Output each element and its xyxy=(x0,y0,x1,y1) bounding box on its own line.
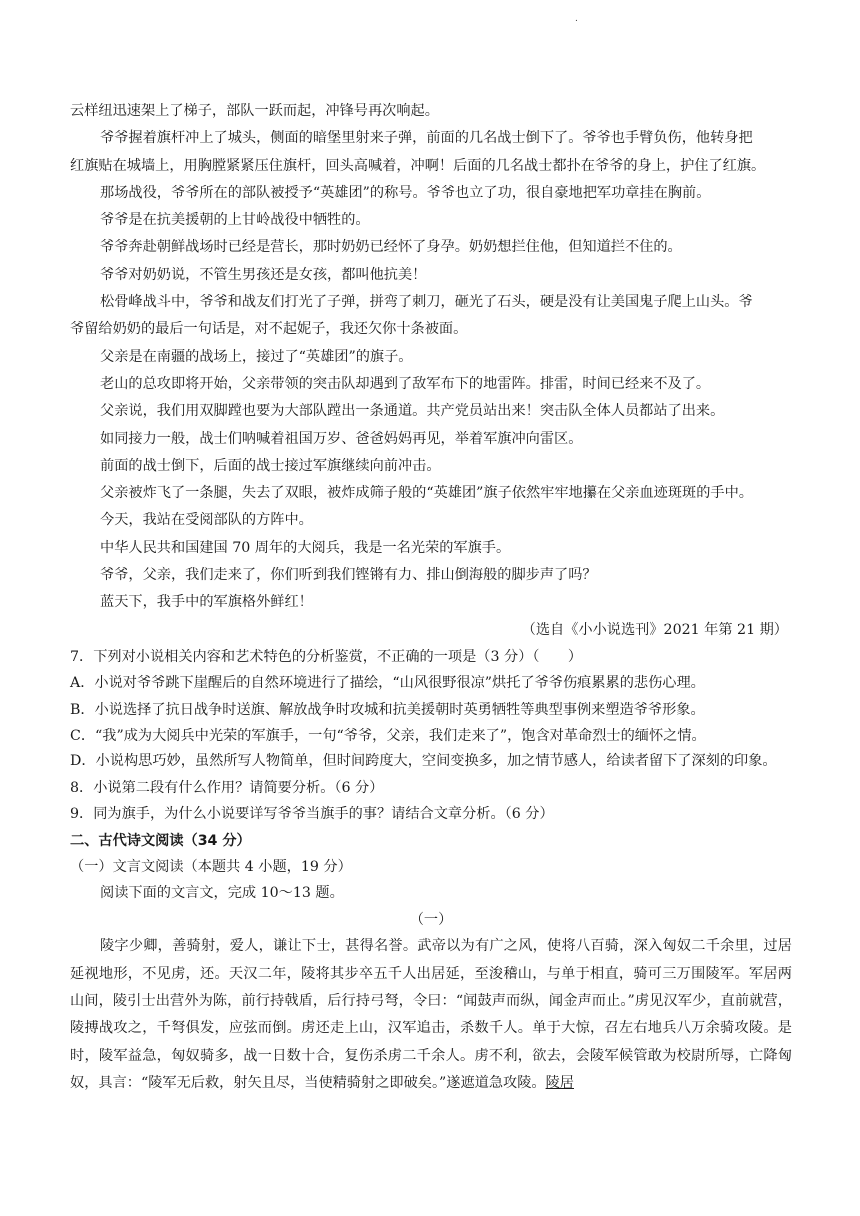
story-line: 爷留给奶奶的最后一句话是，对不起妮子，我还欠你十条被面。 xyxy=(70,321,468,338)
story-line: 爷爷奔赴朝鲜战场时已经是营长，那时奶奶已经怀了身孕。奶奶想拦住他，但知道拦不住的。 xyxy=(100,239,682,256)
question-8: 8．小说第二段有什么作用？请简要分析。（6 分） xyxy=(70,779,384,796)
reading-instruction: 阅读下面的文言文，完成 10～13 题。 xyxy=(100,885,344,902)
story-line: 中华人民共和国建国 70 周年的大阅兵，我是一名光荣的军旗手。 xyxy=(100,539,511,556)
story-line: 云样纽迅速架上了梯子，部队一跃而起，冲锋号再次响起。 xyxy=(70,103,439,119)
story-source: （选自《小小说选刊》2021 年第 21 期） xyxy=(521,621,788,638)
classical-passage xyxy=(70,933,792,1097)
story-line: 红旗贴在城墙上，用胸膛紧紧压住旗杆，回头高喊着，冲啊！后面的几名战士都扑在爷爷的身上，护住了红旗。 xyxy=(70,157,766,174)
story-line: 今天，我站在受阅部队的方阵中。 xyxy=(100,512,313,529)
story-line: 那场战役，爷爷所在的部队被授予“英雄团”的称号。爷爷也立了功，很自豪地把军功章挂在胸前。 xyxy=(100,184,711,201)
story-line: 爷爷对奶奶说，不管生男孩还是女孩，都叫他抗美！ xyxy=(100,266,427,283)
passage-label: （一） xyxy=(409,911,453,928)
option-d: D．小说构思巧妙，虽然所写人物简单，但时间跨度大，空间变换多，加之情节感人，给读者留下了深刻的印象。 xyxy=(70,752,777,769)
header-dot: . xyxy=(575,14,578,24)
question-9: 9．同为旗手，为什么小说要详写爷爷当旗手的事？请结合文章分析。（6 分） xyxy=(70,806,554,823)
passage-underlined-text: 陵居 xyxy=(545,1074,574,1091)
story-line: 爷爷握着旗杆冲上了城头，侧面的暗堡里射来子弹，前面的几名战士倒下了。爷爷也手臂负伤，他转身把 xyxy=(100,130,753,147)
section-subtitle: （一）文言文阅读（本题共 4 小题，19 分） xyxy=(70,858,352,875)
story-line: 老山的总攻即将开始，父亲带领的突击队却遇到了敌军布下的地雷阵。排雷，时间已经来不及了。 xyxy=(100,375,711,392)
story-line: 松骨峰战斗中，爷爷和战友们打光了子弹，拼弯了刺刀，砸光了石头，硬是没有让美国鬼子爬上山头。爷 xyxy=(100,294,753,311)
story-line: 父亲是在南疆的战场上，接过了“英雄团”的旗子。 xyxy=(100,348,413,365)
section-heading: 二、古代诗文阅读（34 分） xyxy=(70,832,251,849)
story-line: 爷爷是在抗美援朝的上甘岭战役中牺牲的。 xyxy=(100,212,370,229)
story-line: 前面的战士倒下，后面的战士接过军旗继续向前冲击。 xyxy=(100,457,441,474)
question-7: 7．下列对小说相关内容和艺术特色的分析鉴赏，不正确的一项是（3 分）（ ） xyxy=(70,648,583,665)
story-line: 如同接力一般，战士们呐喊着祖国万岁、爸爸妈妈再见，举着军旗冲向雷区。 xyxy=(100,430,583,447)
option-a: A．小说对爷爷跳下崖醒后的自然环境进行了描绘，“山风很野很凉”烘托了爷爷伤痕累累的悲伤心理。 xyxy=(70,675,705,692)
document-body xyxy=(70,98,792,1097)
story-line: 爷爷，父亲，我们走来了，你们听到我们铿锵有力、排山倒海般的脚步声了吗？ xyxy=(100,567,597,584)
story-line: 蓝天下，我手中的军旗格外鲜红！ xyxy=(100,594,313,611)
passage-text: 陵字少卿，善骑射，爱人，谦让下士，甚得名誉。武帝以为有广之风，使将八百骑，深入匈奴二千余里，过居延视地形，不见虏，还。天汉二年，陵将其步卒五千人出居延，至浚稽山，与单于相直，骑可三万围陵军。军居两山间，陵引士出营外为陈，前行持戟盾，后行持弓弩，令曰：“闻鼓声而纵，闻金声而止。”虏见汉军少，直前就营，陵搏战攻之，千弩俱发，应弦而倒。虏还走上山，汉军追击，杀数千人。单于大惊，召左右地兵八万余骑攻陵。是时，陵军益急，匈奴骑多，战一日数十合，复伤杀虏二千余人。虏不利，欲去，会陵军候管敢为校尉所辱，亡降匈奴，具言：“陵军无后救，射矢且尽，当使精骑射之即破矣。”遂遮道急攻陵。 xyxy=(70,938,792,1091)
story-line: 父亲说，我们用双脚蹚也要为大部队蹚出一条通道。共产党员站出来！突击队全体人员都站了出来。 xyxy=(100,403,725,420)
option-c: C．“我”成为大阅兵中光荣的军旗手，一句“爷爷，父亲，我们走来了”，饱含对革命烈士的缅怀之情。 xyxy=(70,728,706,745)
story-line: 父亲被炸飞了一条腿，失去了双眼，被炸成筛子般的“英雄团”旗子依然牢牢地攥在父亲血迹斑斑的手中。 xyxy=(100,485,753,502)
option-b: B．小说选择了抗日战争时送旗、解放战争时攻城和抗美援朝时英勇牺牲等典型事例来塑造爷爷形象。 xyxy=(70,701,705,718)
